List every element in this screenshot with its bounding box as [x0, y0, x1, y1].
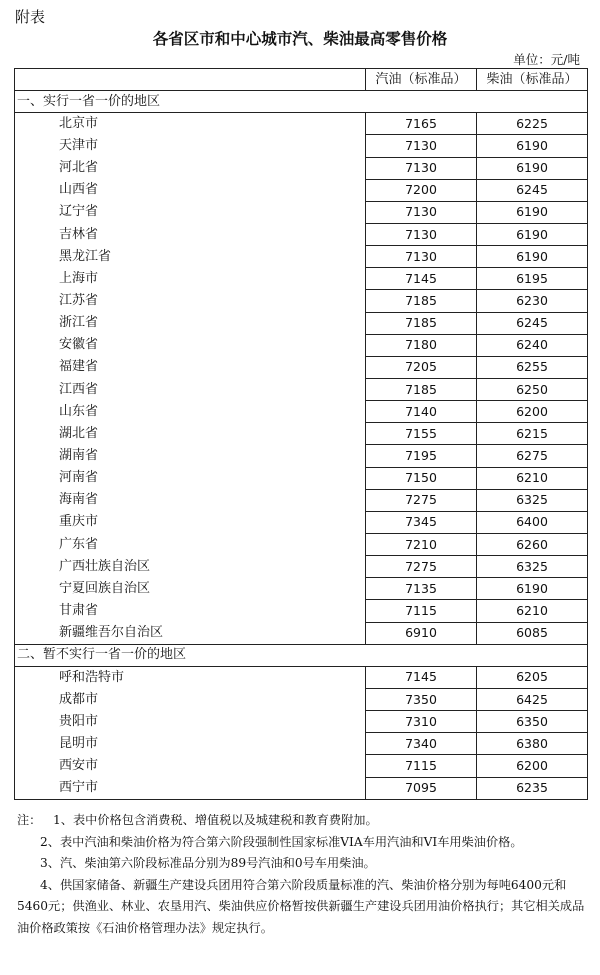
- region-name-cell: 河北省: [15, 157, 366, 179]
- gasoline-price-cell: 7275: [366, 556, 477, 578]
- region-name-cell: 安徽省: [15, 334, 366, 356]
- diesel-price-cell: 6400: [477, 511, 588, 533]
- note-4: 4、供国家储备、新疆生产建设兵团用符合第六阶段质量标准的汽、柴油价格分别为每吨6400元和5460元；供渔业、林业、农垦用汽、柴油供应价格暂按供新疆生产建设兵团用油价格执行；其它相关成品油价格政策按《石油价格管理办法》规定执行。: [17, 877, 585, 935]
- gasoline-price-cell: 7205: [366, 356, 477, 378]
- table-row: [15, 356, 588, 378]
- gasoline-price-cell: 7185: [366, 378, 477, 400]
- region-name-cell: 西安市: [15, 755, 366, 777]
- region-name-cell: 西宁市: [15, 777, 366, 799]
- gasoline-price-cell: 7130: [366, 157, 477, 179]
- region-name-cell: 河南省: [15, 467, 366, 489]
- gasoline-price-cell: 7130: [366, 223, 477, 245]
- diesel-price-cell: 6190: [477, 135, 588, 157]
- diesel-price-cell: 6085: [477, 622, 588, 644]
- table-row: [15, 246, 588, 268]
- diesel-price-cell: 6190: [477, 578, 588, 600]
- unit-label: 单位：元/吨: [513, 52, 580, 67]
- region-name-cell: 吉林省: [15, 223, 366, 245]
- page-title: 各省区市和中心城市汽、柴油最高零售价格: [152, 30, 448, 48]
- region-name-cell: 成都市: [15, 688, 366, 710]
- table-row: [15, 467, 588, 489]
- table-row: [15, 223, 588, 245]
- gasoline-price-cell: 7185: [366, 290, 477, 312]
- table-row: [15, 688, 588, 710]
- gasoline-price-cell: 7115: [366, 600, 477, 622]
- gasoline-price-cell: 7310: [366, 711, 477, 733]
- region-name-cell: 福建省: [15, 356, 366, 378]
- diesel-price-cell: 6260: [477, 533, 588, 555]
- region-name-cell: 甘肃省: [15, 600, 366, 622]
- diesel-price-cell: 6255: [477, 356, 588, 378]
- table-row: [15, 733, 588, 755]
- diesel-price-cell: 6230: [477, 290, 588, 312]
- notes-label: 注：: [17, 813, 42, 827]
- gasoline-price-cell: 7130: [366, 201, 477, 223]
- region-name-cell: 江苏省: [15, 290, 366, 312]
- gasoline-price-cell: 7350: [366, 688, 477, 710]
- diesel-price-cell: 6235: [477, 777, 588, 799]
- diesel-price-cell: 6275: [477, 445, 588, 467]
- region-name-cell: 江西省: [15, 378, 366, 400]
- header-region: [15, 69, 366, 91]
- gasoline-price-cell: 7135: [366, 578, 477, 600]
- diesel-price-cell: 6245: [477, 312, 588, 334]
- gasoline-price-cell: 7145: [366, 666, 477, 688]
- gasoline-price-cell: 7340: [366, 733, 477, 755]
- table-row: [15, 711, 588, 733]
- table-row: [15, 423, 588, 445]
- note-1: 注： 1、表中价格包含消费税、增值税以及城建税和教育费附加。: [17, 813, 378, 827]
- region-name-cell: 湖南省: [15, 445, 366, 467]
- region-name-cell: 上海市: [15, 268, 366, 290]
- region-name-cell: 湖北省: [15, 423, 366, 445]
- diesel-price-cell: 6190: [477, 157, 588, 179]
- diesel-price-cell: 6190: [477, 246, 588, 268]
- table-header-row: [15, 69, 588, 91]
- region-name-cell: 广西壮族自治区: [15, 556, 366, 578]
- region-name-cell: 重庆市: [15, 511, 366, 533]
- appendix-label: 附表: [15, 8, 46, 26]
- diesel-price-cell: 6200: [477, 401, 588, 423]
- table-row: [15, 777, 588, 799]
- region-name-cell: 山西省: [15, 179, 366, 201]
- diesel-price-cell: 6205: [477, 666, 588, 688]
- table-row: [15, 312, 588, 334]
- section-title: 二、暂不实行一省一价的地区: [15, 644, 588, 666]
- diesel-price-cell: 6190: [477, 223, 588, 245]
- gasoline-price-cell: 7345: [366, 511, 477, 533]
- table-row: [15, 179, 588, 201]
- gasoline-price-cell: 7195: [366, 445, 477, 467]
- region-name-cell: 昆明市: [15, 733, 366, 755]
- diesel-price-cell: 6425: [477, 688, 588, 710]
- gasoline-price-cell: 7130: [366, 246, 477, 268]
- table-row: [15, 533, 588, 555]
- table-row: [15, 113, 588, 135]
- table-row: [15, 290, 588, 312]
- region-name-cell: 海南省: [15, 489, 366, 511]
- table-row: [15, 622, 588, 644]
- diesel-price-cell: 6350: [477, 711, 588, 733]
- gasoline-price-cell: 7180: [366, 334, 477, 356]
- price-table: [14, 68, 588, 800]
- section-row: [15, 644, 588, 666]
- gasoline-price-cell: 7210: [366, 533, 477, 555]
- region-name-cell: 贵阳市: [15, 711, 366, 733]
- diesel-price-cell: 6225: [477, 113, 588, 135]
- region-name-cell: 北京市: [15, 113, 366, 135]
- gasoline-price-cell: 7155: [366, 423, 477, 445]
- diesel-price-cell: 6245: [477, 179, 588, 201]
- gasoline-price-cell: 7095: [366, 777, 477, 799]
- region-name-cell: 辽宁省: [15, 201, 366, 223]
- region-name-cell: 宁夏回族自治区: [15, 578, 366, 600]
- note-2: 2、表中汽油和柴油价格为符合第六阶段强制性国家标准VIA车用汽油和VI车用柴油价格。: [40, 834, 523, 849]
- note-3: 3、汽、柴油第六阶段标准品分别为89号汽油和0号车用柴油。: [40, 856, 376, 870]
- gasoline-price-cell: 7150: [366, 467, 477, 489]
- table-row: [15, 201, 588, 223]
- region-name-cell: 天津市: [15, 135, 366, 157]
- diesel-price-cell: 6200: [477, 755, 588, 777]
- gasoline-price-cell: 7130: [366, 135, 477, 157]
- notes: [17, 810, 587, 939]
- region-name-cell: 广东省: [15, 533, 366, 555]
- table-row: [15, 268, 588, 290]
- region-name-cell: 呼和浩特市: [15, 666, 366, 688]
- gasoline-price-cell: 6910: [366, 622, 477, 644]
- diesel-price-cell: 6215: [477, 423, 588, 445]
- table-row: [15, 511, 588, 533]
- region-name-cell: 浙江省: [15, 312, 366, 334]
- diesel-price-cell: 6325: [477, 489, 588, 511]
- gasoline-price-cell: 7200: [366, 179, 477, 201]
- table-row: [15, 556, 588, 578]
- diesel-price-cell: 6325: [477, 556, 588, 578]
- header-diesel: 柴油（标准品）: [477, 69, 588, 91]
- table-row: [15, 755, 588, 777]
- diesel-price-cell: 6250: [477, 378, 588, 400]
- diesel-price-cell: 6210: [477, 600, 588, 622]
- region-name-cell: 黑龙江省: [15, 246, 366, 268]
- table-row: [15, 401, 588, 423]
- table-row: [15, 600, 588, 622]
- section-title: 一、实行一省一价的地区: [15, 91, 588, 113]
- table-row: [15, 378, 588, 400]
- gasoline-price-cell: 7275: [366, 489, 477, 511]
- table-body: [15, 91, 588, 800]
- gasoline-price-cell: 7145: [366, 268, 477, 290]
- diesel-price-cell: 6195: [477, 268, 588, 290]
- diesel-price-cell: 6380: [477, 733, 588, 755]
- table-row: [15, 135, 588, 157]
- table-row: [15, 445, 588, 467]
- diesel-price-cell: 6240: [477, 334, 588, 356]
- table-row: [15, 157, 588, 179]
- region-name-cell: 山东省: [15, 401, 366, 423]
- gasoline-price-cell: 7115: [366, 755, 477, 777]
- table-row: [15, 666, 588, 688]
- diesel-price-cell: 6190: [477, 201, 588, 223]
- header-gasoline: 汽油（标准品）: [366, 69, 477, 91]
- region-name-cell: 新疆维吾尔自治区: [15, 622, 366, 644]
- table-row: [15, 334, 588, 356]
- gasoline-price-cell: 7185: [366, 312, 477, 334]
- diesel-price-cell: 6210: [477, 467, 588, 489]
- gasoline-price-cell: 7165: [366, 113, 477, 135]
- section-row: [15, 91, 588, 113]
- gasoline-price-cell: 7140: [366, 401, 477, 423]
- table-row: [15, 578, 588, 600]
- table-row: [15, 489, 588, 511]
